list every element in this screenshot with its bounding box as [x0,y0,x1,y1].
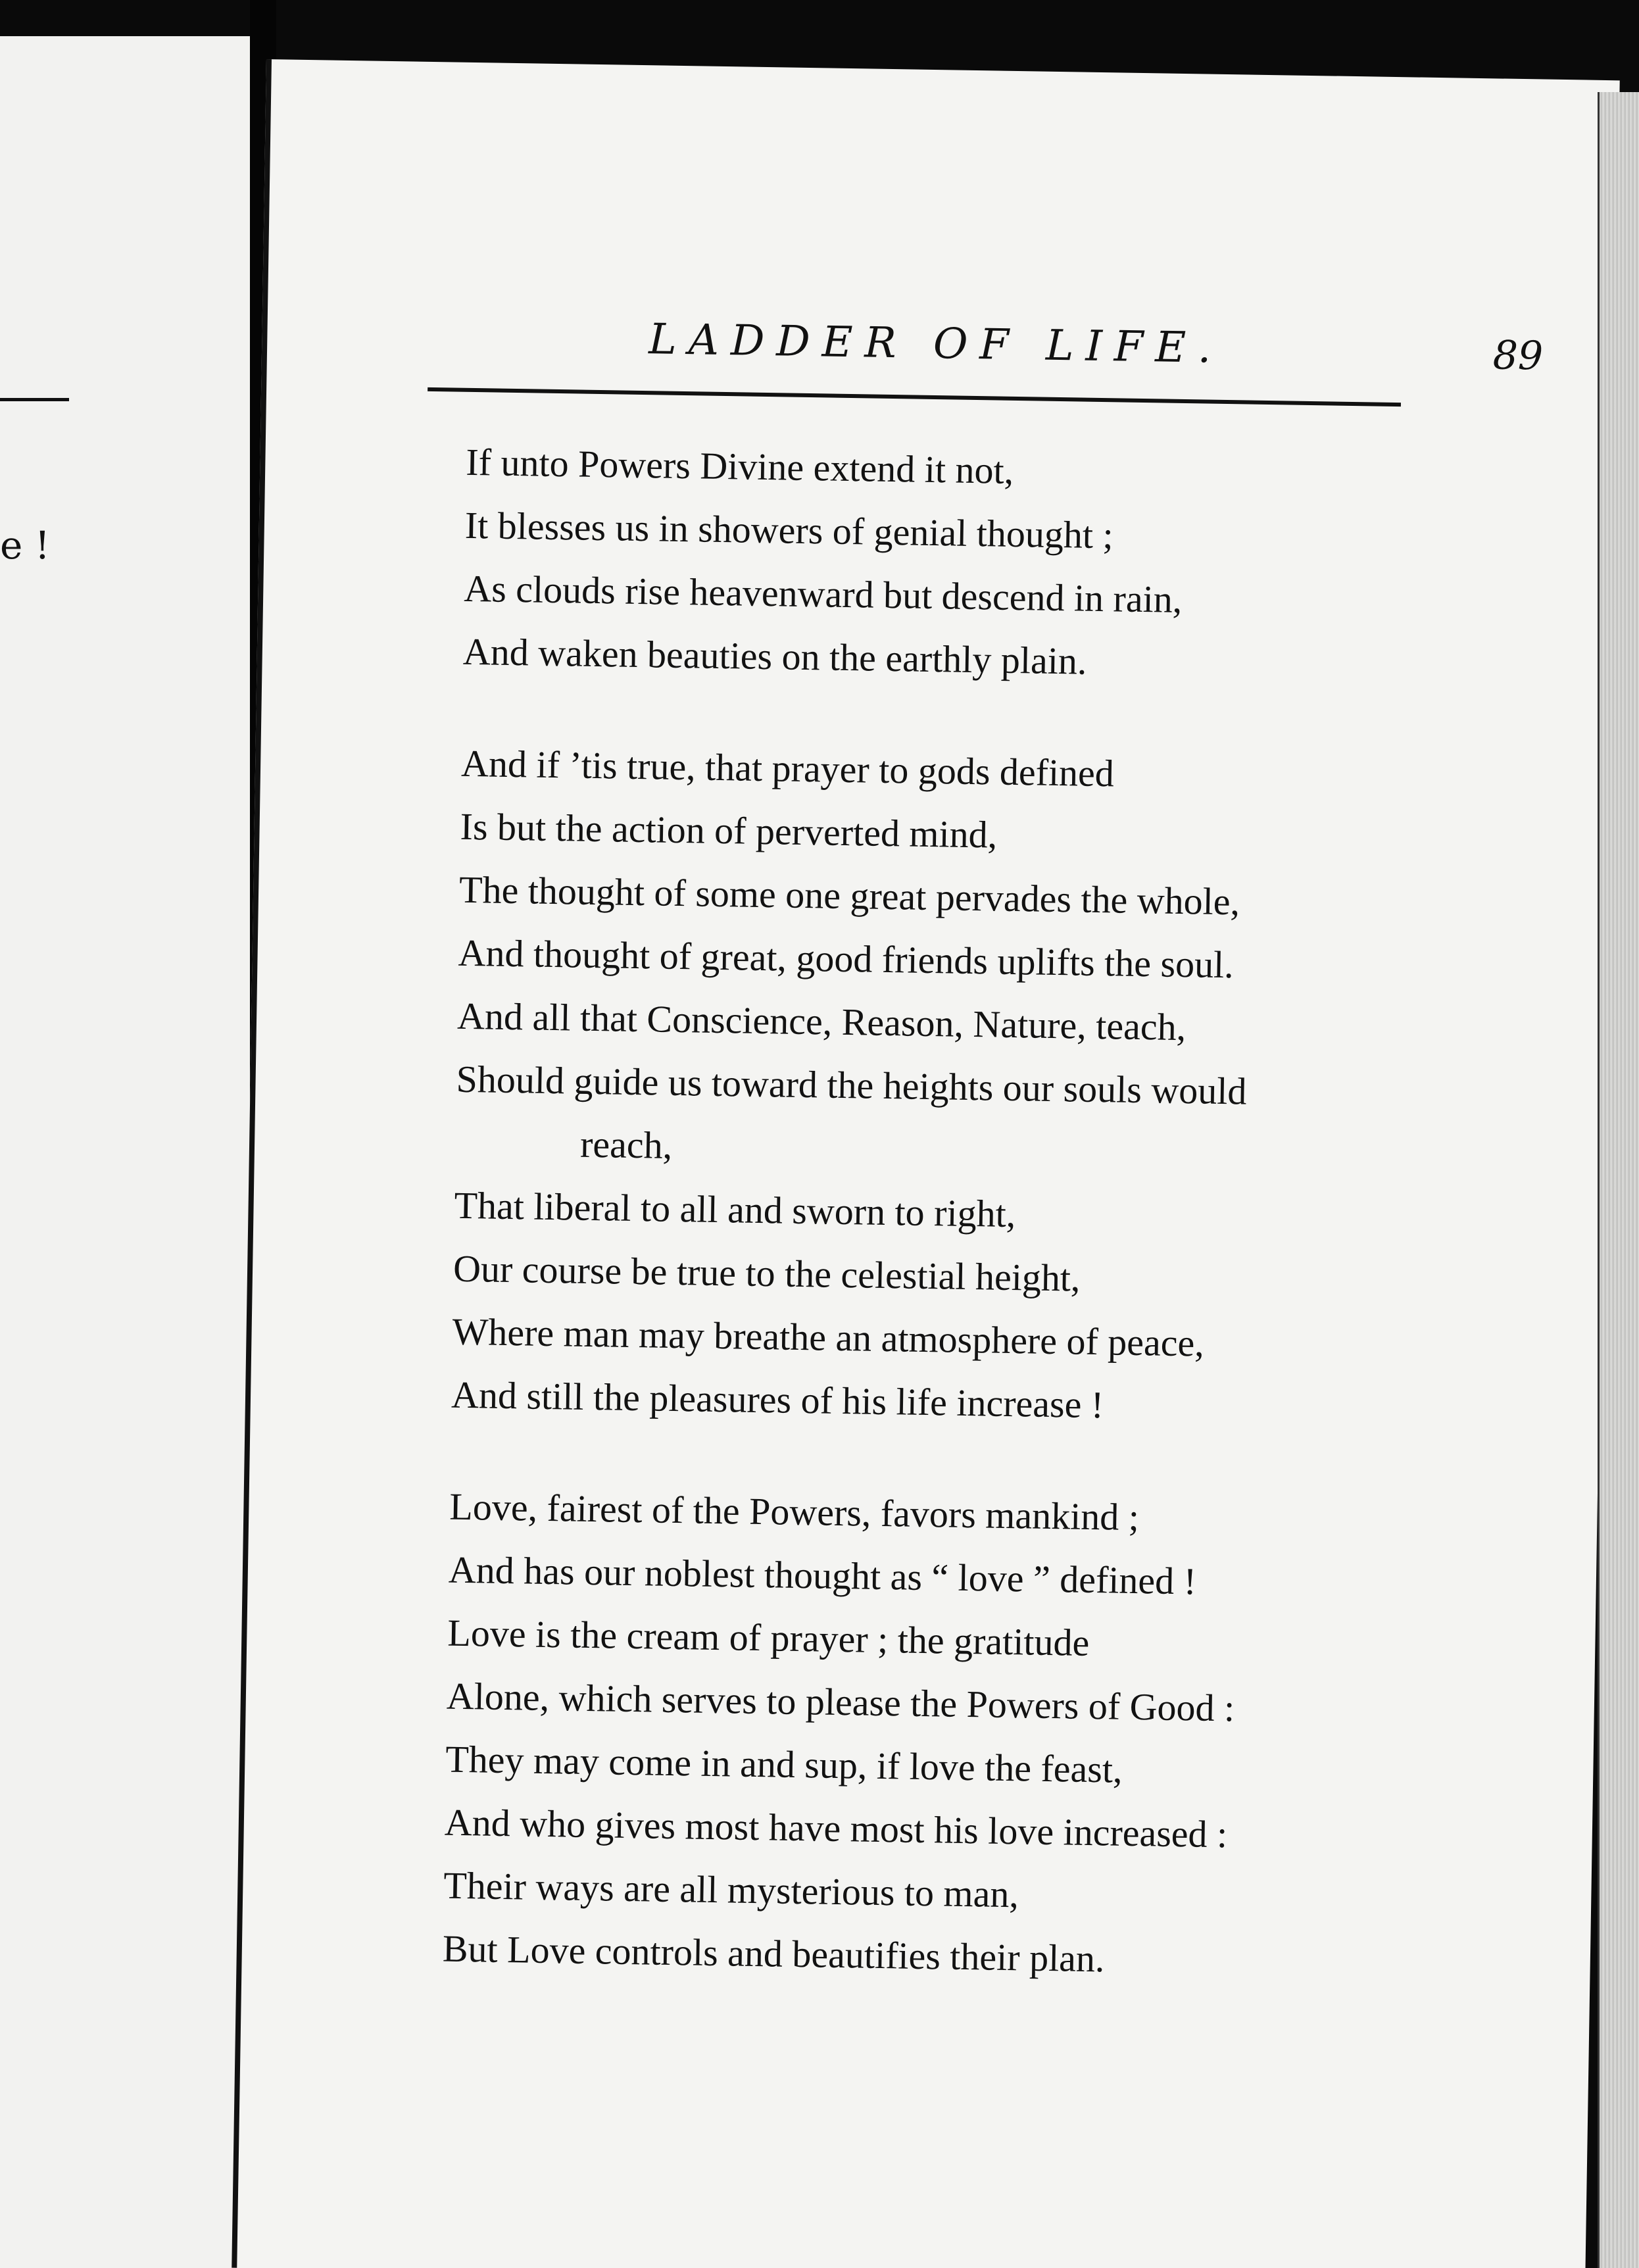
verse-line: They may come in and sup, if love the feast, [445,1737,1123,1791]
current-page [232,59,1619,2268]
verse-line: Love is the cream of prayer ; the gratitude [447,1611,1090,1664]
stanza-1 [462,431,1486,699]
previous-page [0,36,254,2268]
verse-line: Their ways are all mysterious to man, [443,1863,1019,1916]
verse-line: Is but the action of perverted mind, [460,804,998,856]
verse-line: And waken beauties on the earthly plain. [462,629,1087,683]
verse-line-turnover: reach, [579,1122,673,1167]
poem-body [441,431,1486,2045]
verse-line: As clouds rise heavenward but descend in rain, [463,566,1183,621]
verse-line: And if ’tis true, that prayer to gods defined [460,741,1115,795]
verse-line: And all that Conscience, Reason, Nature, teach, [456,994,1186,1049]
verse-line: Where man may breathe an atmosphere of peace, [452,1310,1205,1365]
stanza-2 [451,732,1480,1442]
verse-line: Should guide us toward the heights our souls would [456,1057,1247,1113]
verse-line: And has our noblest thought as “ love ” defined ! [448,1548,1197,1603]
verse-line: And still the pleasures of his life increase ! [451,1373,1104,1427]
running-title: LADDER OF LIFE. [648,315,1223,373]
previous-page-text-fragment: e ! [0,523,51,568]
verse-line: If unto Powers Divine extend it not, [465,440,1014,492]
page-number: 89 [1492,332,1544,380]
verse-line: And thought of great, good friends uplifts the soul. [458,931,1235,987]
page-header [425,312,1544,389]
verse-line: Love, fairest of the Powers, favors mankind ; [449,1485,1140,1539]
verse-line: Our course be true to the celestial height, [453,1246,1081,1300]
verse-line: Alone, which serves to please the Powers of Good : [446,1674,1235,1730]
previous-page-rule [0,398,69,401]
book-fore-edge [1598,92,1639,2268]
verse-line: That liberal to all and sworn to right, [454,1183,1016,1236]
stanza-3 [442,1475,1469,1996]
verse-line: And who gives most have most his love increased : [444,1800,1228,1856]
verse-line: But Love controls and beautifies their plan. [442,1927,1105,1981]
verse-line: The thought of some one great pervades the whole, [458,868,1240,924]
header-rule [428,387,1401,407]
verse-line: It blesses us in showers of genial thought ; [464,503,1114,557]
